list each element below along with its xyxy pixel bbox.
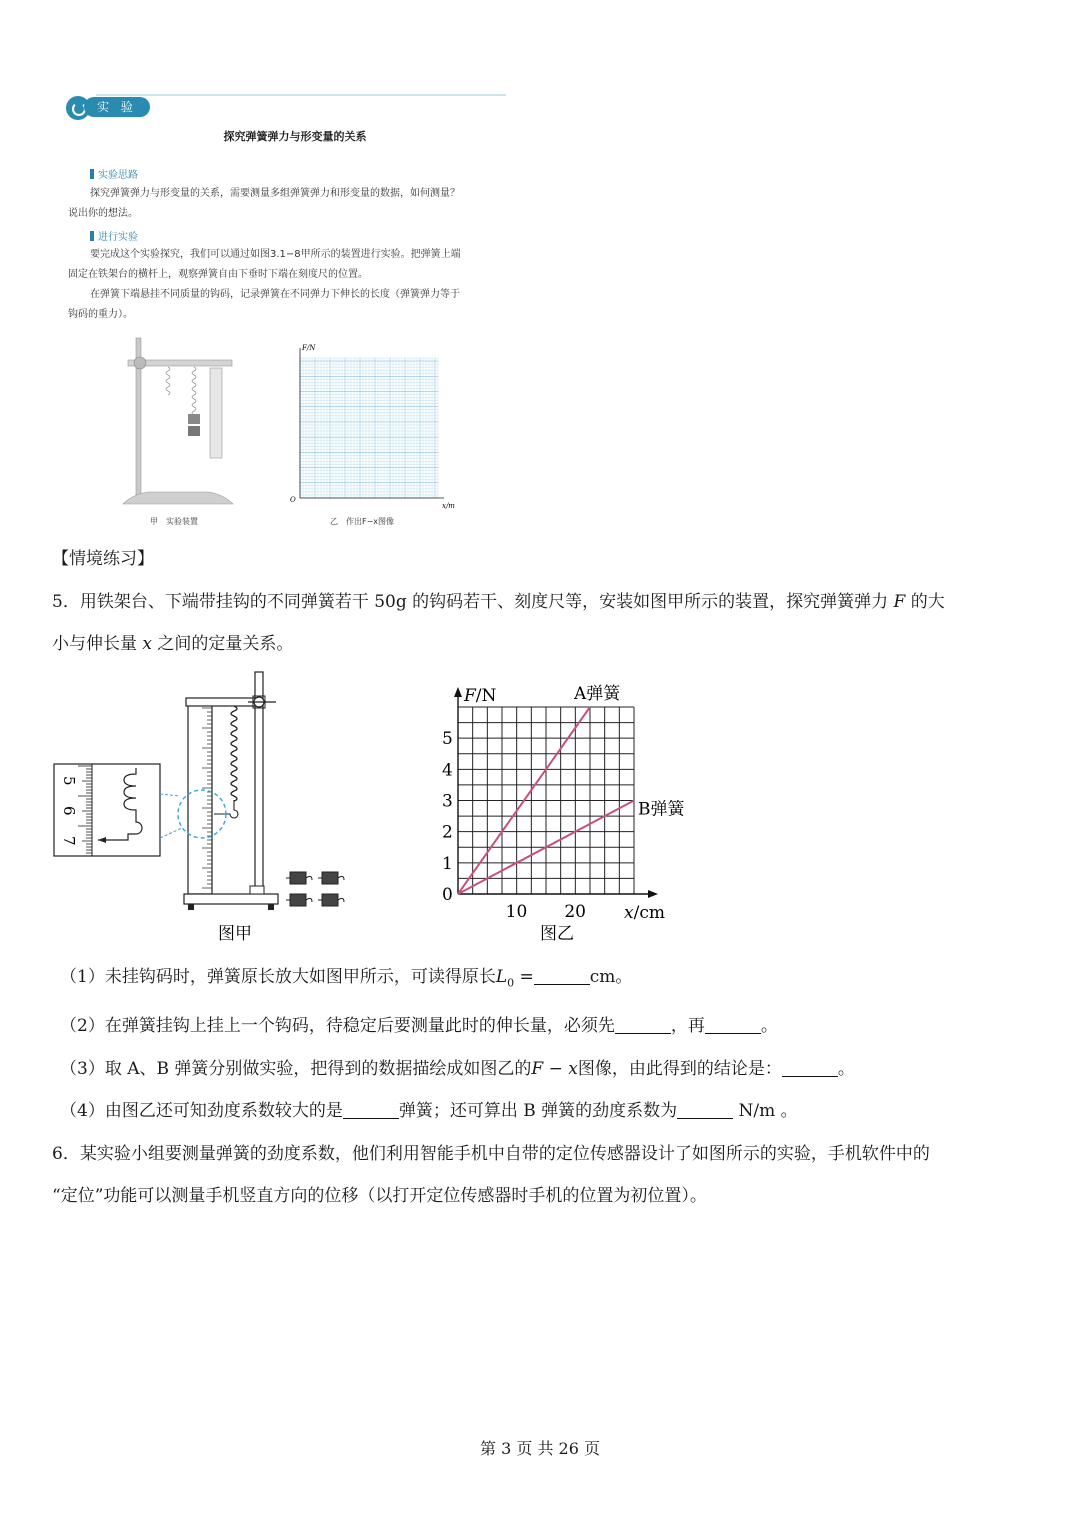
y-tick-label: 2 [442,822,453,843]
textbook-paragraph: 要完成这个实验探究，我们可以通过如图3.1−8甲所示的装置进行实验。把弹簧上端 [90,249,461,260]
textbook-paragraph: 钩码的重力）。 [68,309,133,320]
answer-blank[interactable] [615,1017,671,1034]
q5-sub1: （1）未挂钩码时，弹簧原长放大如图甲所示，可读得原长$L_0$ = cm。 [60,967,633,990]
ruler-tick-label: 6 [60,806,78,816]
grid-origin-label: O [290,496,296,504]
y-tick-label: 5 [442,729,453,750]
y-axis-label: F/N [464,686,497,706]
y-tick-label: 3 [442,791,453,812]
answer-blank[interactable] [343,1102,399,1119]
answer-blank[interactable] [782,1060,838,1077]
textbook-figure-caption: 甲 实验装置 [150,517,198,526]
q5-sub3: （3）取 A、B 弹簧分别做实验，把得到的数据描绘成如图乙的F − x图像，由此得到的结论是： 。 [60,1059,855,1079]
ruler [188,702,212,894]
section-heading-procedure: 进行实验 [90,228,138,243]
section-heading-idea: 实验思路 [90,166,138,181]
grid-y-label: F/N [302,344,316,352]
textbook-paragraph: 说出你的想法。 [68,208,138,219]
ruler-tick-label: 5 [60,776,78,786]
answer-blank[interactable] [705,1017,761,1034]
chart-grid [458,707,634,894]
experiment-badge: 实 验 [84,97,150,117]
q5-text-line1: 5．用铁架台、下端带挂钩的不同弹簧若干 50g 的钩码若干、刻度尺等，安装如图甲所示的装置，探究弹簧弹力 F 的大 [52,592,945,612]
textbook-paragraph: 固定在铁架台的横杆上，观察弹簧自由下垂时下端在刻度尺的位置。 [68,269,368,280]
stand-base [184,894,278,904]
y-tick-label: 1 [442,853,453,874]
textbook-paragraph: 探究弹簧弹力与形变量的关系，需要测量多组弹簧弹力和形变量的数据，如何测量？ [90,188,460,199]
hook-weights [286,872,344,906]
figure-caption-yi: 图乙 [540,924,574,944]
textbook-grid-figure [286,340,466,512]
spring [231,706,237,801]
y-tick-label: 4 [442,760,453,781]
series-b-label: B弹簧 [638,799,685,820]
textbook-apparatus-figure [118,336,244,512]
q5-sub4: （4）由图乙还可知劲度系数较大的是 弹簧；还可算出 B 弹簧的劲度系数为 N/m 。 [60,1101,798,1121]
fx-chart [426,672,685,948]
origin-label: 0 [442,885,453,905]
series-a-label: A弹簧 [574,684,621,704]
page-footer: 第 3 页 共 26 页 [480,1439,600,1458]
q5-text-line2: 小与伸长量 x 之间的定量关系。 [52,634,294,654]
answer-blank[interactable] [534,968,590,985]
q6-text-line1: 6．某实验小组要测量弹簧的劲度系数，他们利用智能手机中自带的定位传感器设计了如图所示的实验，手机软件中的 [52,1144,930,1164]
textbook-title: 探究弹簧弹力与形变量的关系 [223,130,367,143]
x-tick-label: 10 [505,902,528,922]
textbook-figure-caption: 乙 作出F−x图像 [330,517,395,526]
q6-text-line2: “定位”功能可以测量手机竖直方向的位移（以打开定位传感器时手机的位置为初位置）。 [52,1186,707,1206]
x-tick-label: 20 [564,902,586,922]
figure-caption-jia: 图甲 [218,924,252,944]
x-axis-label: x/cm [624,903,665,923]
q5-sub2: （2）在弹簧挂钩上挂上一个钩码，待稳定后要测量此时的伸长量，必须先 ，再 。 [60,1016,778,1036]
apparatus-figure [50,668,370,948]
textbook-paragraph: 在弹簧下端悬挂不同质量的钩码，记录弹簧在不同弹力下伸长的长度（弹簧弹力等于 [90,289,460,300]
answer-blank[interactable] [677,1102,733,1119]
ruler-tick-label: 7 [60,836,78,846]
grid-x-label: x/m [442,502,455,510]
textbook-header [66,92,506,122]
section-label: 【情境练习】 [52,549,154,569]
